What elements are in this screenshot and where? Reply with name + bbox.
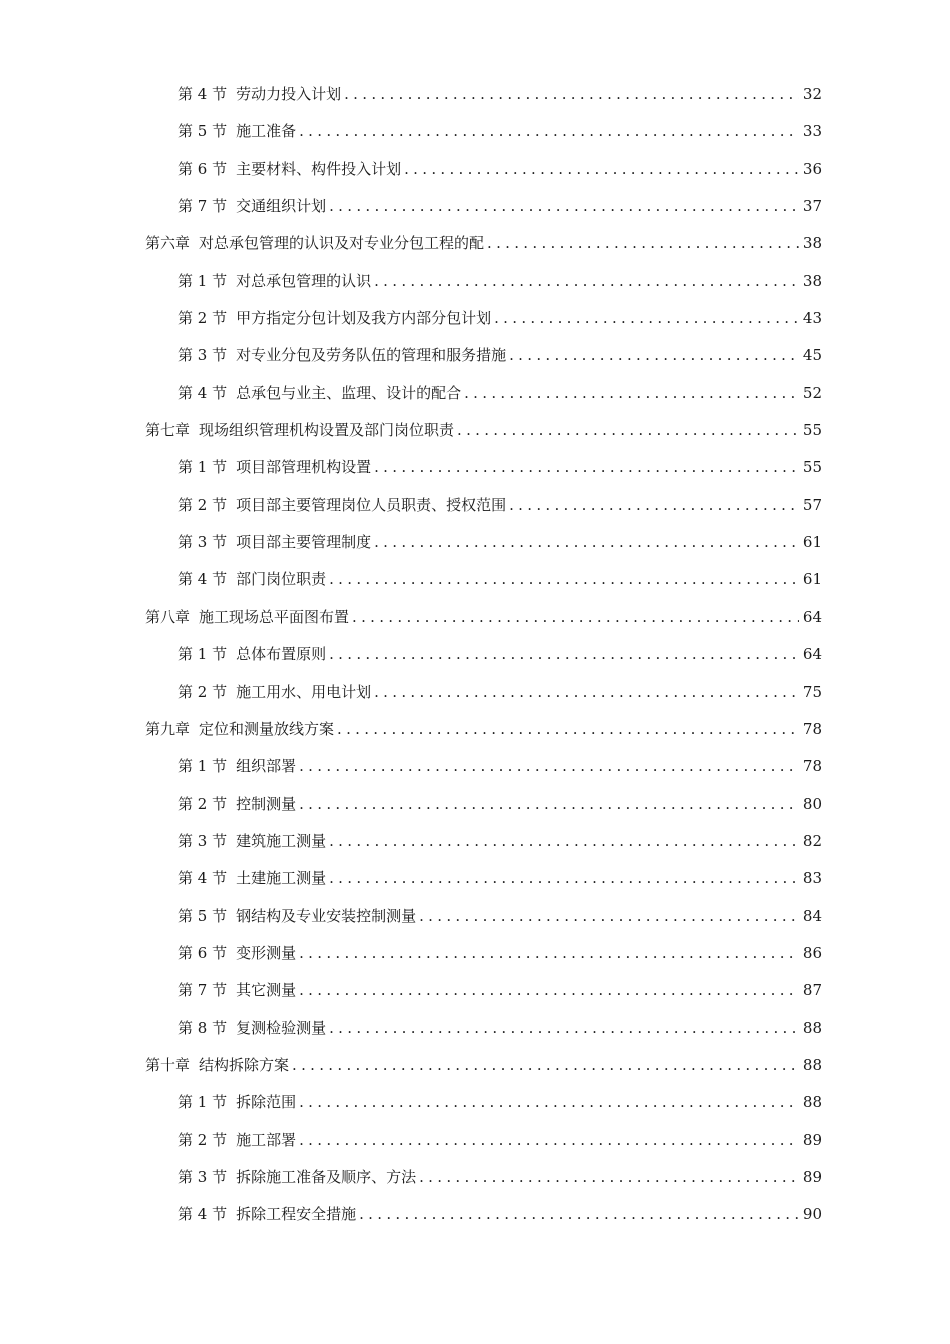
toc-entry-page-number: 88 xyxy=(802,1055,822,1074)
toc-entry-number: 第 3 节 xyxy=(178,831,228,850)
dot-leader xyxy=(487,225,799,262)
dot-leader xyxy=(494,300,799,337)
toc-entry-title: 施工现场总平面图布置 xyxy=(199,607,350,626)
toc-section-entry[interactable] xyxy=(145,263,822,300)
dot-leader xyxy=(299,748,799,785)
toc-entry-number: 第 3 节 xyxy=(178,346,228,365)
toc-entry-title: 土建施工测量 xyxy=(236,869,327,888)
dot-leader xyxy=(292,1047,799,1084)
dot-leader xyxy=(329,636,799,673)
toc-entry-title: 劳动力投入计划 xyxy=(236,85,342,103)
toc-entry-page-number: 52 xyxy=(802,383,822,402)
dot-leader xyxy=(329,188,799,225)
toc-entry-title: 其它测量 xyxy=(236,981,297,1000)
toc-section-entry[interactable] xyxy=(145,113,822,150)
toc-entry-number: 第 4 节 xyxy=(178,869,228,888)
toc-section-entry[interactable] xyxy=(145,375,822,412)
toc-entry-title: 拆除范围 xyxy=(236,1093,297,1112)
toc-entry-number: 第 4 节 xyxy=(178,570,228,589)
toc-entry-title: 钢结构及专业安装控制测量 xyxy=(236,906,417,925)
toc-entry-number: 第 8 节 xyxy=(178,1018,228,1037)
toc-entry-title: 施工部署 xyxy=(236,1130,297,1149)
toc-entry-title: 施工用水、用电计划 xyxy=(236,682,372,701)
toc-entry-number: 第 1 节 xyxy=(178,458,228,477)
toc-entry-number: 第 3 节 xyxy=(178,1167,228,1186)
toc-entry-number: 第 3 节 xyxy=(178,533,228,552)
toc-entry-title: 总承包与业主、监理、设计的配合 xyxy=(236,383,462,402)
toc-section-entry[interactable] xyxy=(145,860,822,897)
dot-leader xyxy=(419,1159,799,1196)
toc-entry-number: 第 4 节 xyxy=(178,383,228,402)
toc-section-entry[interactable] xyxy=(145,935,822,972)
toc-entry-title: 甲方指定分包计划及我方内部分包计划 xyxy=(236,309,492,328)
toc-section-entry[interactable] xyxy=(145,1122,822,1159)
toc-entry-number: 第六章 xyxy=(145,234,191,253)
toc-section-entry[interactable] xyxy=(145,561,822,598)
toc-section-entry[interactable] xyxy=(145,188,822,225)
toc-entry-title: 结构拆除方案 xyxy=(199,1055,290,1074)
table-of-contents xyxy=(145,76,822,1234)
toc-entry-page-number: 78 xyxy=(802,757,822,776)
toc-entry-number: 第 6 节 xyxy=(178,943,228,962)
dot-leader xyxy=(419,898,799,935)
toc-entry-number: 第 5 节 xyxy=(178,122,228,141)
dot-leader xyxy=(359,1196,799,1233)
toc-entry-page-number: 43 xyxy=(802,309,822,328)
toc-section-entry[interactable] xyxy=(145,898,822,935)
toc-entry-title: 项目部主要管理制度 xyxy=(236,533,372,552)
toc-chapter-entry[interactable] xyxy=(145,225,822,262)
toc-entry-page-number: 90 xyxy=(802,1205,822,1224)
toc-section-entry[interactable] xyxy=(145,1084,822,1121)
toc-entry-title: 施工准备 xyxy=(236,122,297,141)
toc-section-entry[interactable] xyxy=(145,674,822,711)
toc-section-entry[interactable] xyxy=(145,1010,822,1047)
toc-entry-page-number: 83 xyxy=(802,869,822,888)
toc-entry-page-number: 55 xyxy=(802,421,822,440)
toc-entry-page-number: 36 xyxy=(802,159,822,178)
toc-entry-number: 第 2 节 xyxy=(178,495,228,514)
toc-entry-number: 第 1 节 xyxy=(178,271,228,290)
toc-entry-title: 总体布置原则 xyxy=(236,645,327,664)
toc-chapter-entry[interactable] xyxy=(145,412,822,449)
dot-leader xyxy=(509,487,799,524)
toc-section-entry[interactable] xyxy=(145,748,822,785)
toc-entry-page-number: 57 xyxy=(802,495,822,514)
toc-entry-page-number: 64 xyxy=(802,607,822,626)
toc-entry-title: 主要材料、构件投入计划 xyxy=(236,159,402,178)
toc-entry-page-number: 64 xyxy=(802,645,822,664)
toc-entry-page-number: 80 xyxy=(802,794,822,813)
toc-entry-page-number: 61 xyxy=(802,570,822,589)
toc-section-entry[interactable] xyxy=(145,151,822,188)
toc-entry-page-number: 88 xyxy=(802,1093,822,1112)
dot-leader xyxy=(329,1010,799,1047)
toc-entry-number: 第八章 xyxy=(145,607,191,626)
toc-entry-number: 第 5 节 xyxy=(178,906,228,925)
toc-entry-title: 建筑施工测量 xyxy=(236,831,327,850)
toc-entry-page-number: 55 xyxy=(802,458,822,477)
toc-entry-title: 项目部主要管理岗位人员职责、授权范围 xyxy=(236,495,507,514)
dot-leader xyxy=(299,972,799,1009)
toc-section-entry[interactable] xyxy=(145,1159,822,1196)
toc-entry-number: 第 7 节 xyxy=(178,981,228,1000)
toc-entry-page-number: 89 xyxy=(802,1130,822,1149)
toc-entry-number: 第 7 节 xyxy=(178,197,228,216)
dot-leader xyxy=(299,1122,799,1159)
dot-leader xyxy=(457,412,799,449)
toc-entry-title: 拆除施工准备及顺序、方法 xyxy=(236,1167,417,1186)
dot-leader xyxy=(464,375,799,412)
toc-entry-number: 第七章 xyxy=(145,421,191,440)
dot-leader xyxy=(299,935,799,972)
toc-chapter-entry[interactable] xyxy=(145,711,822,748)
toc-entry-title: 变形测量 xyxy=(236,943,297,962)
toc-entry-number: 第 1 节 xyxy=(178,645,228,664)
toc-entry-title: 部门岗位职责 xyxy=(236,570,327,589)
toc-entry-title: 控制测量 xyxy=(236,794,297,813)
toc-chapter-entry[interactable] xyxy=(145,1047,822,1084)
toc-entry-page-number: 61 xyxy=(802,533,822,552)
toc-entry-number: 第九章 xyxy=(145,719,191,738)
dot-leader xyxy=(344,76,799,113)
toc-entry-number: 第 6 节 xyxy=(178,159,228,178)
toc-chapter-entry[interactable] xyxy=(145,599,822,636)
dot-leader xyxy=(337,711,799,748)
toc-section-entry[interactable] xyxy=(145,300,822,337)
toc-section-entry[interactable] xyxy=(145,487,822,524)
dot-leader xyxy=(329,561,799,598)
dot-leader xyxy=(329,860,799,897)
dot-leader xyxy=(299,786,799,823)
toc-section-entry[interactable] xyxy=(145,337,822,374)
dot-leader xyxy=(352,599,799,636)
toc-entry-page-number: 33 xyxy=(802,122,822,141)
toc-section-entry[interactable] xyxy=(145,972,822,1009)
toc-section-entry[interactable] xyxy=(145,1196,822,1233)
toc-entry-page-number: 32 xyxy=(802,85,822,103)
toc-entry-number: 第 2 节 xyxy=(178,682,228,701)
dot-leader xyxy=(374,263,799,300)
toc-entry-page-number: 45 xyxy=(802,346,822,365)
toc-entry-number: 第 4 节 xyxy=(178,85,228,103)
toc-section-entry[interactable] xyxy=(145,76,822,113)
toc-section-entry[interactable] xyxy=(145,823,822,860)
toc-entry-title: 组织部署 xyxy=(236,757,297,776)
toc-section-entry[interactable] xyxy=(145,524,822,561)
toc-entry-number: 第 2 节 xyxy=(178,794,228,813)
toc-entry-page-number: 82 xyxy=(802,831,822,850)
toc-entry-title: 交通组织计划 xyxy=(236,197,327,216)
toc-entry-title: 拆除工程安全措施 xyxy=(236,1205,357,1224)
toc-entry-number: 第 4 节 xyxy=(178,1205,228,1224)
toc-entry-number: 第 2 节 xyxy=(178,309,228,328)
toc-entry-page-number: 87 xyxy=(802,981,822,1000)
toc-entry-page-number: 37 xyxy=(802,197,822,216)
toc-entry-title: 对总承包管理的认识 xyxy=(236,271,372,290)
toc-entry-number: 第十章 xyxy=(145,1055,191,1074)
toc-entry-title: 对总承包管理的认识及对专业分包工程的配 xyxy=(199,234,485,253)
dot-leader xyxy=(374,674,799,711)
toc-entry-number: 第 2 节 xyxy=(178,1130,228,1149)
dot-leader xyxy=(299,1084,799,1121)
toc-entry-page-number: 88 xyxy=(802,1018,822,1037)
dot-leader xyxy=(329,823,799,860)
dot-leader xyxy=(374,524,799,561)
toc-entry-page-number: 86 xyxy=(802,943,822,962)
toc-entry-page-number: 38 xyxy=(802,271,822,290)
dot-leader xyxy=(374,449,799,486)
toc-entry-page-number: 75 xyxy=(802,682,822,701)
toc-section-entry[interactable] xyxy=(145,636,822,673)
toc-entry-title: 对专业分包及劳务队伍的管理和服务措施 xyxy=(236,346,507,365)
toc-entry-page-number: 84 xyxy=(802,906,822,925)
toc-section-entry[interactable] xyxy=(145,449,822,486)
dot-leader xyxy=(299,113,799,150)
toc-section-entry[interactable] xyxy=(145,786,822,823)
toc-entry-number: 第 1 节 xyxy=(178,757,228,776)
toc-entry-title: 定位和测量放线方案 xyxy=(199,719,335,738)
toc-entry-number: 第 1 节 xyxy=(178,1093,228,1112)
dot-leader xyxy=(404,151,799,188)
toc-entry-page-number: 38 xyxy=(802,234,822,253)
dot-leader xyxy=(509,337,799,374)
toc-entry-page-number: 78 xyxy=(802,719,822,738)
toc-entry-title: 项目部管理机构设置 xyxy=(236,458,372,477)
toc-entry-page-number: 89 xyxy=(802,1167,822,1186)
toc-entry-title: 现场组织管理机构设置及部门岗位职责 xyxy=(199,421,455,440)
toc-entry-title: 复测检验测量 xyxy=(236,1018,327,1037)
